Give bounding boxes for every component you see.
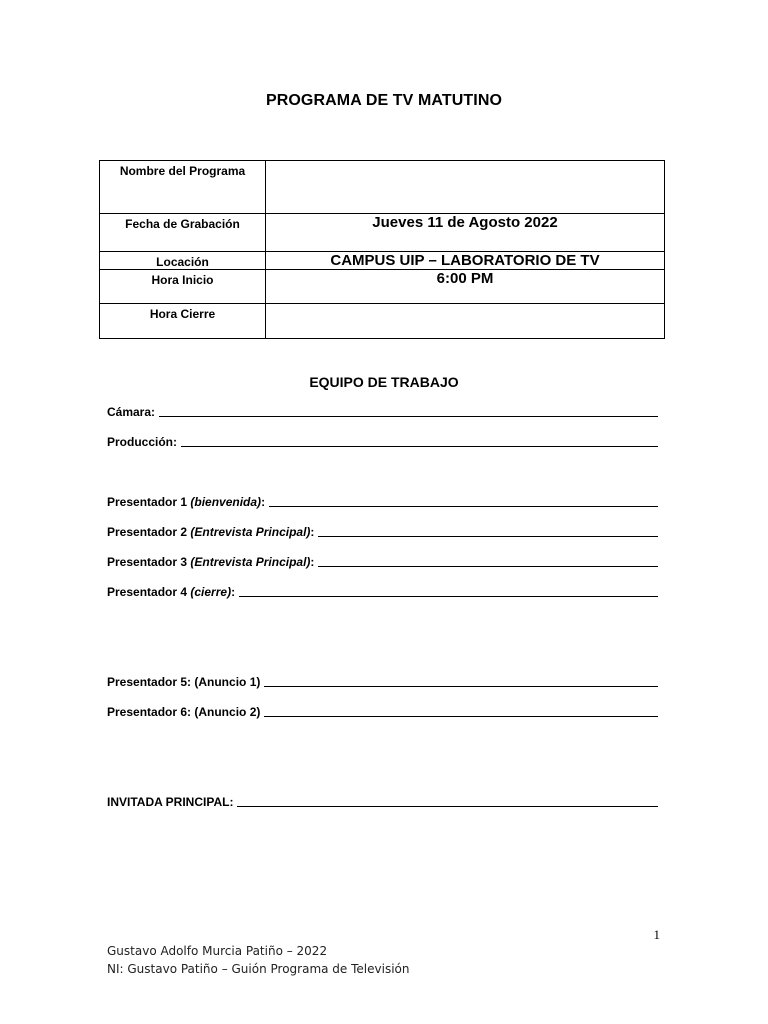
presentador2-blank-line[interactable] (318, 536, 658, 537)
produccion-blank-line[interactable] (181, 446, 658, 447)
presentador2-note: (Entrevista Principal) (190, 525, 311, 539)
produccion-field (107, 435, 658, 449)
hora-inicio-label: Hora Inicio (100, 269, 266, 303)
footer-author: Gustavo Adolfo Murcia Patiño – 2022 (107, 944, 328, 958)
invitada-principal-label: INVITADA PRINCIPAL: (107, 795, 234, 809)
hora-inicio-value: 6:00 PM (266, 269, 665, 303)
presentador3-blank-line[interactable] (318, 566, 658, 567)
equipo-trabajo-title: EQUIPO DE TRABAJO (309, 374, 459, 390)
presentador4-field (107, 585, 658, 599)
row-fecha-grabacion (100, 214, 665, 251)
presentador1-label-text: Presentador 1 (107, 495, 191, 509)
page-number: 1 (653, 927, 660, 942)
invitada-principal-field (107, 795, 658, 809)
presentador2-field (107, 525, 658, 539)
presentador4-label: Presentador 4 (cierre): (107, 585, 236, 599)
invitada-principal-blank-line[interactable] (237, 806, 658, 807)
camara-label: Cámara: (107, 405, 156, 419)
presentador4-blank-line[interactable] (239, 596, 658, 597)
presentador1-note: (bienvenida) (190, 495, 262, 509)
camara-blank-line[interactable] (159, 416, 658, 417)
hora-cierre-value (266, 303, 665, 338)
hora-cierre-label: Hora Cierre (100, 303, 266, 338)
produccion-label: Producción: (107, 435, 178, 449)
fecha-grabacion-label: Fecha de Grabación (100, 214, 266, 251)
presentador1-blank-line[interactable] (269, 506, 658, 507)
nombre-programa-label: Nombre del Programa (100, 161, 266, 214)
presentador3-note: (Entrevista Principal) (190, 555, 311, 569)
program-info-table (99, 160, 665, 339)
presentador6-field (107, 705, 658, 719)
row-hora-inicio (100, 269, 665, 303)
fecha-grabacion-text: Jueves 11 de Agosto 2022 (372, 214, 558, 232)
presentador1-field (107, 495, 658, 509)
presentador2-label: Presentador 2 (Entrevista Principal): (107, 525, 315, 539)
row-nombre-programa (100, 161, 665, 214)
row-hora-cierre (100, 303, 665, 338)
presentador6-label: Presentador 6: (Anuncio 2) (107, 705, 261, 719)
presentador3-label-text: Presentador 3 (107, 555, 191, 569)
fecha-grabacion-value (266, 214, 665, 251)
presentador1-label: Presentador 1 (bienvenida): (107, 495, 266, 509)
presentador4-label-text: Presentador 4 (107, 585, 191, 599)
nombre-programa-value (266, 161, 665, 214)
camara-field (107, 405, 658, 419)
presentador5-blank-line[interactable] (264, 686, 658, 687)
presentador3-label: Presentador 3 (Entrevista Principal): (107, 555, 315, 569)
presentador5-label: Presentador 5: (Anuncio 1) (107, 675, 261, 689)
locacion-value: CAMPUS UIP – LABORATORIO DE TV (266, 251, 665, 269)
presentador5-field (107, 675, 658, 689)
locacion-label: Locación (100, 251, 266, 269)
presentador6-blank-line[interactable] (264, 716, 658, 717)
footer-ni: NI: Gustavo Patiño – Guión Programa de Televisión (107, 962, 410, 976)
presentador3-field (107, 555, 658, 569)
presentador4-note: (cierre) (190, 585, 232, 599)
row-locacion (100, 251, 665, 269)
document-title: PROGRAMA DE TV MATUTINO (265, 92, 503, 109)
presentador2-label-text: Presentador 2 (107, 525, 191, 539)
